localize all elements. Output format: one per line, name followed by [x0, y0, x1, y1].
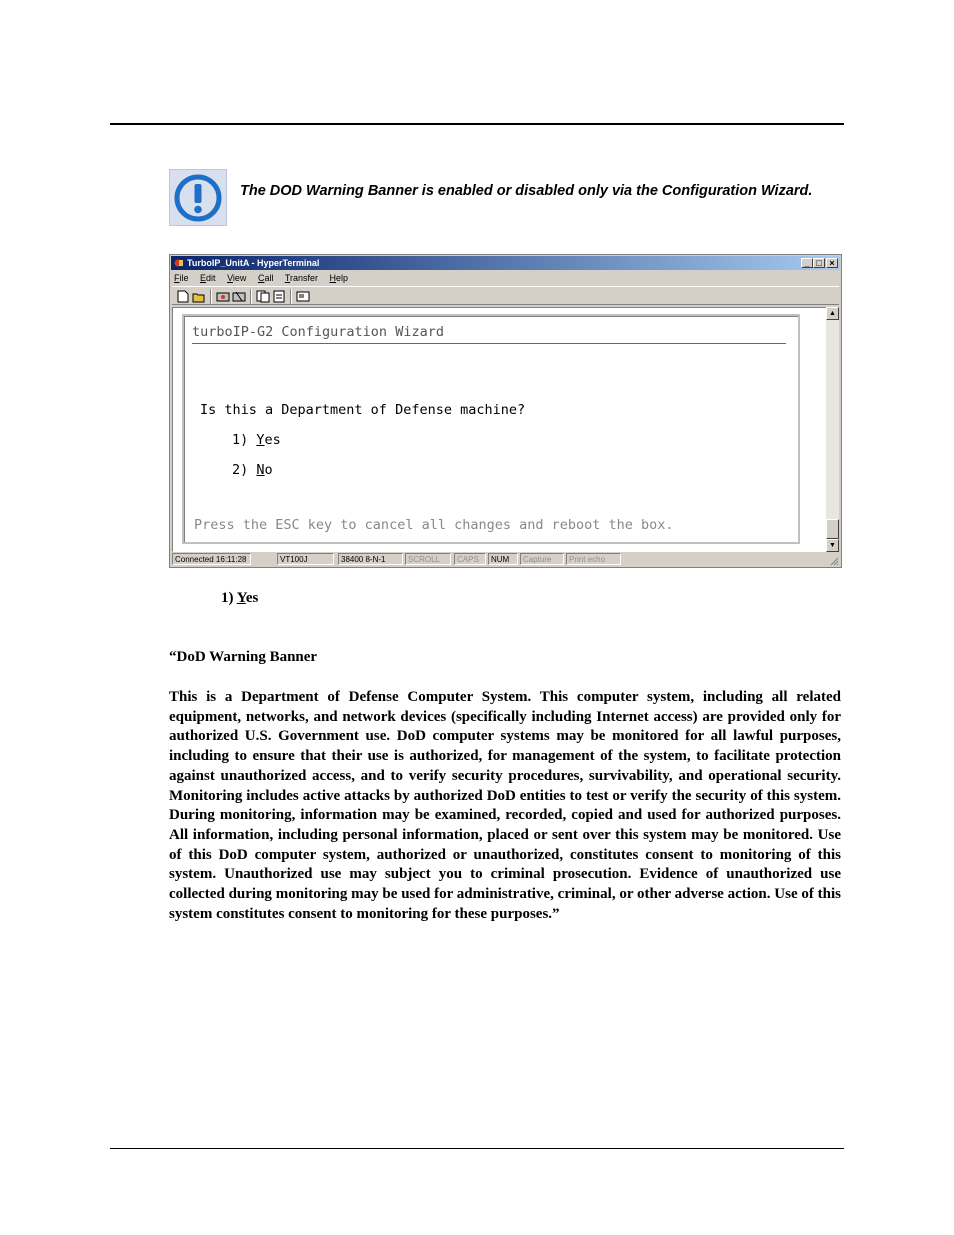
status-scroll: SCROLL	[405, 553, 451, 565]
menu-view[interactable]: View	[227, 273, 247, 283]
status-capture: Capture	[520, 553, 564, 565]
status-connected: Connected 16:11:28	[172, 553, 251, 565]
terminal-screen[interactable]	[172, 307, 827, 552]
status-caps: CAPS	[454, 553, 486, 565]
option-yes: 1) Yes	[232, 432, 281, 448]
banner-heading: “DoD Warning Banner	[169, 649, 318, 665]
option-no: 2) No	[232, 462, 273, 478]
selected-answer: 1) Yes	[221, 590, 259, 606]
resize-grip-icon[interactable]	[829, 556, 839, 566]
scroll-up-arrow-icon[interactable]: ▲	[826, 307, 839, 320]
menu-file[interactable]: File	[174, 273, 189, 283]
scroll-down-arrow-icon[interactable]: ▼	[826, 539, 839, 552]
status-print-echo: Print echo	[566, 553, 621, 565]
wizard-footer-hint: Press the ESC key to cancel all changes and reboot the box.	[194, 517, 674, 533]
menu-help[interactable]: Help	[329, 273, 349, 283]
hyperterminal-app-icon	[174, 258, 184, 268]
toolbar	[172, 286, 839, 305]
send-icon[interactable]	[255, 289, 271, 304]
wizard-question: Is this a Department of Defense machine?	[200, 402, 526, 418]
close-button[interactable]: ×	[826, 258, 838, 268]
disconnect-icon[interactable]	[231, 289, 247, 304]
vertical-scrollbar[interactable]	[826, 307, 839, 552]
menu-edit[interactable]: Edit	[200, 273, 216, 283]
connect-icon[interactable]	[215, 289, 231, 304]
open-icon[interactable]	[191, 289, 207, 304]
window-title: TurboIP_UnitA - HyperTerminal	[187, 258, 320, 268]
banner-body-text: This is a Department of Defense Computer System. This computer system, including all related equipment, networks, and network devices (specifically including Internet access) are provided only for authorized U.S. Government use. DoD computer systems may be monitored for all lawful purposes, including to ensure that their use is authorized, for management of the system, to facilitate protection against unauthorized access, and to verify security procedures, survivability, and operational security. Monitoring includes active attacks by authorized DoD entities to test or verify the security of this system. During monitoring, information may be examined, recorded, copied and used for authorized purposes. All information, including personal information, placed or sent over this system may be monitored. Use of this DoD computer system, authorized or unauthorized, constitutes consent to monitoring of this system. Unauthorized use may subject you to criminal prosecution. Evidence of unauthorized use collected during monitoring may be used for administrative, criminal, or other adverse action. Use of this system constitutes consent to monitoring for these purposes.”	[169, 689, 841, 922]
new-icon[interactable]	[175, 289, 191, 304]
status-bar	[172, 552, 839, 566]
toolbar-separator	[290, 289, 292, 304]
hyperterminal-window	[169, 254, 842, 568]
status-emulation: VT100J	[277, 553, 334, 565]
footer-rule	[110, 1148, 844, 1149]
menu-bar	[174, 272, 357, 284]
header-rule	[110, 123, 844, 125]
minimize-button[interactable]: _	[801, 258, 813, 268]
exclamation-icon	[173, 173, 223, 223]
wizard-title: turboIP-G2 Configuration Wizard	[192, 324, 444, 340]
scrollbar-thumb[interactable]	[826, 519, 839, 539]
wizard-title-rule	[192, 343, 786, 344]
wizard-panel	[182, 314, 800, 544]
toolbar-separator	[250, 289, 252, 304]
window-titlebar[interactable]	[171, 256, 840, 270]
important-note-text: The DOD Warning Banner is enabled or disabled only via the Configuration Wizard.	[240, 183, 813, 199]
menu-call[interactable]: Call	[257, 273, 274, 283]
toolbar-separator	[210, 289, 212, 304]
status-port-settings: 38400 8-N-1	[338, 553, 403, 565]
maximize-button[interactable]: □	[813, 258, 825, 268]
menu-transfer[interactable]: Transfer	[284, 273, 318, 283]
properties-icon[interactable]	[295, 289, 311, 304]
important-note-icon-box	[169, 169, 227, 226]
receive-icon[interactable]	[271, 289, 287, 304]
status-num: NUM	[488, 553, 518, 565]
